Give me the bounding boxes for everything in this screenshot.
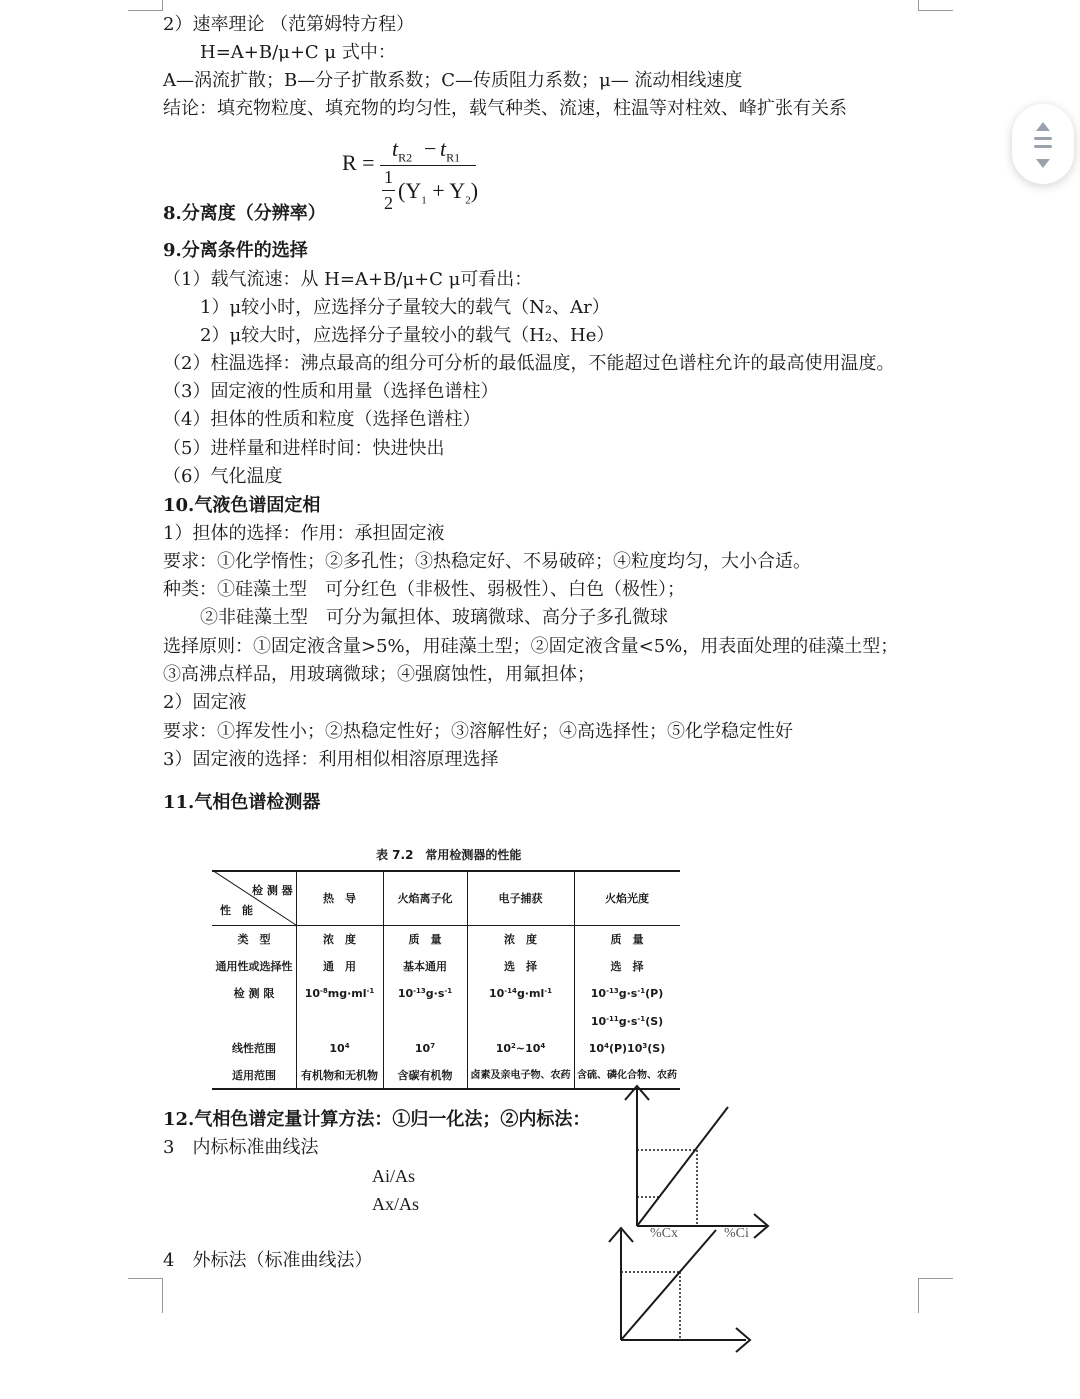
table-cell: 含碳有机物 <box>397 1069 453 1082</box>
column-header: 火焰光度 <box>605 892 649 905</box>
table-cell: $10^{-13}g\cdot s^{-1}$ <box>397 987 453 1000</box>
text-line: 要求：①挥发性小；②热稳定性好；③溶解性好；④高选择性；⑤化学稳定性好 <box>163 721 793 742</box>
corner-mark-bottom-right <box>918 1278 953 1313</box>
text-line: 3 内标标准曲线法 <box>163 1137 319 1158</box>
fraction-line <box>380 165 476 166</box>
row-label: 线性范围 <box>232 1042 276 1055</box>
table-cell: 浓 度 <box>504 933 537 946</box>
scroll-control[interactable] <box>1012 104 1074 184</box>
column-header: 热 导 <box>323 892 356 905</box>
text-line: Ai/As <box>372 1166 416 1186</box>
text-line: （3）固定液的性质和用量（选择色谱柱） <box>163 381 499 402</box>
text-line: 1）μ较小时，应选择分子量较大的载气（N₂、Ar） <box>200 297 610 318</box>
text-line: 2）μ较大时，应选择分子量较小的载气（H₂、He） <box>200 325 615 346</box>
row-label: 类 型 <box>237 933 271 946</box>
x-label-cx: %Cx <box>650 1226 678 1241</box>
corner-mark-bottom-left <box>128 1278 163 1313</box>
scroll-bar-icon <box>1034 145 1052 148</box>
table-title: 表 7.2 常用检测器的性能 <box>376 848 522 862</box>
formula-half-num: 1 <box>384 167 393 187</box>
column-header: 电子捕获 <box>498 892 543 905</box>
text-line: （4）担体的性质和粒度（选择色谱柱） <box>163 409 481 430</box>
heading-10: 10.气液色谱固定相 <box>163 495 321 516</box>
formula-lhs: R = <box>342 150 375 175</box>
corner-header-top: 检 测 器 <box>252 884 293 897</box>
scroll-up-icon[interactable] <box>1036 122 1050 131</box>
row-label: 适用范围 <box>232 1069 276 1082</box>
text-line: （2）柱温选择：沸点最高的组分可分析的最低温度，不能超过色谱柱允许的最高使用温度。 <box>163 353 895 374</box>
row-label: 检 测 限 <box>233 987 275 1000</box>
text-line: 2）速率理论 （范第姆特方程） <box>163 14 415 35</box>
text-line: 结论：填充物粒度、填充物的均匀性，载气种类、流速，柱温等对柱效、峰扩张有关系 <box>163 98 847 119</box>
calibration-line <box>637 1107 728 1226</box>
heading-12: 12.气相色谱定量计算方法：①归一化法；②内标法： <box>163 1109 591 1130</box>
formula-half-den: 2 <box>384 193 393 213</box>
heading-9: 9.分离条件的选择 <box>163 240 308 261</box>
x-label-ci: %Ci <box>724 1226 749 1241</box>
table-cell: 质 量 <box>408 933 442 946</box>
formula-minus: − <box>424 136 437 161</box>
row-label: 通用性或选择性 <box>215 960 293 973</box>
scroll-bar-icon <box>1034 137 1052 140</box>
half-fraction-line <box>382 190 395 191</box>
text-line: 要求：①化学惰性；②多孔性；③热稳定好、不易破碎；④粒度均匀，大小合适。 <box>163 551 811 572</box>
table-cell: 质 量 <box>610 933 644 946</box>
table-cell: $10^{-14}g\cdot ml^{-1}$ <box>488 987 553 1000</box>
corner-header-bottom: 性 能 <box>220 904 253 917</box>
text-line: 1）担体的选择：作用：承担固定液 <box>163 523 445 544</box>
formula-denominator: $(Y_1 + Y_2)$ <box>398 178 479 207</box>
formula-tr2: $t_{R2}$ <box>392 136 413 165</box>
heading-11: 11.气相色谱检测器 <box>163 792 321 813</box>
text-line: 种类：①硅藻土型 可分红色（非极性、弱极性）、白色（极性）； <box>163 579 685 600</box>
text-line: （6）气化温度 <box>163 466 283 487</box>
table-cell: $10^2\sim 10^4$ <box>495 1042 546 1055</box>
formula-tr1: $t_{R1}$ <box>440 136 461 165</box>
table-cell: 通 用 <box>323 960 356 973</box>
corner-mark-top-left <box>128 0 163 11</box>
column-header: 火焰离子化 <box>397 892 453 905</box>
corner-mark-top-right <box>918 0 953 11</box>
text-line: 4 外标法（标准曲线法） <box>163 1250 373 1271</box>
text-line: 3）固定液的选择：利用相似相溶原理选择 <box>163 749 499 770</box>
text-line: ②非硅藻土型 可分为氟担体、玻璃微球、高分子多孔微球 <box>200 607 668 628</box>
table-cell: 卤素及亲电子物、农药 <box>470 1070 571 1081</box>
detector-table <box>212 870 680 1090</box>
scroll-down-icon[interactable] <box>1036 159 1050 168</box>
table-cell: $10^{-11}g\cdot s^{-1}(S)$ <box>590 1015 664 1028</box>
table-cell: $10^7$ <box>414 1042 436 1055</box>
table-cell: 选 择 <box>504 960 537 973</box>
calibration-line <box>621 1230 716 1340</box>
text-line: 2）固定液 <box>163 692 247 713</box>
text-line: 选择原则：①固定液含量>5%，用硅藻土型；②固定液含量<5%，用表面处理的硅藻土型； <box>163 636 899 657</box>
heading-8: 8.分离度（分辨率） <box>163 203 326 224</box>
text-line: ③高沸点样品，用玻璃微球；④强腐蚀性，用氟担体； <box>163 664 595 685</box>
table-cell: 基本通用 <box>403 960 447 973</box>
text-line: （5）进样量和进样时间：快进快出 <box>163 438 445 459</box>
table-cell: $10^4$ <box>329 1042 350 1055</box>
table-cell: $10^{-13}g\cdot s^{-1}(P)$ <box>590 987 664 1000</box>
text-line: Ax/As <box>372 1194 420 1214</box>
text-line: A—涡流扩散；B—分子扩散系数；C—传质阻力系数；μ— 流动相线速度 <box>163 70 743 91</box>
table-cell: 选 择 <box>610 960 644 973</box>
table-cell: $10^4(P)10^3(S)$ <box>588 1042 666 1055</box>
table-cell: 含硫、磷化合物、农药 <box>577 1070 677 1081</box>
text-line: H=A+B/μ+C μ 式中： <box>200 42 396 63</box>
table-cell: 浓 度 <box>323 933 356 946</box>
text-line: （1）载气流速：从 H=A+B/μ+C μ可看出： <box>163 269 533 290</box>
table-cell: $10^{-8}mg\cdot ml^{-1}$ <box>304 987 375 1000</box>
external-standard-curve-graph <box>596 1222 766 1362</box>
table-cell: 有机物和无机物 <box>301 1069 378 1082</box>
